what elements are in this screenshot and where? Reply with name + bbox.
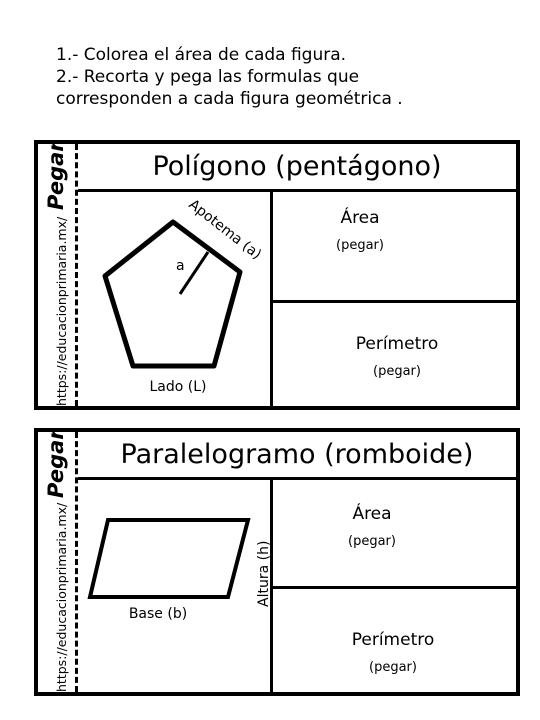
source-url: https://educacionprimaria.mx/ [54, 502, 69, 692]
area-label: Área [340, 208, 380, 228]
area-cell [322, 504, 422, 549]
perimeter-cell [338, 630, 448, 675]
pegar-label: Pegar [44, 429, 68, 498]
base-label: Base (b) [128, 606, 188, 622]
area-cell [310, 208, 410, 253]
parallelogram-shape [90, 520, 248, 597]
area-label: Área [352, 504, 392, 524]
perimeter-label: Perímetro [351, 630, 435, 650]
pentagon-card [34, 140, 520, 410]
paste-tab [38, 141, 78, 406]
instructions [56, 44, 403, 110]
pegar-label: Pegar [44, 141, 68, 210]
instruction-2: 2.- Recorta y pega las formulas que [56, 67, 360, 87]
apothem-label: Apotema (a) [185, 196, 265, 263]
pentagon-diagram [78, 192, 308, 406]
parallelogram-card [34, 428, 520, 696]
area-placeholder: (pegar) [336, 238, 384, 253]
parallelogram-diagram [78, 480, 308, 692]
perimeter-label: Perímetro [355, 334, 439, 354]
height-label: Altura (h) [256, 540, 272, 607]
paste-tab [38, 429, 78, 692]
source-url: https://educacionprimaria.mx/ [54, 216, 69, 406]
perimeter-cell [342, 334, 452, 379]
pentagon-shape [105, 222, 240, 366]
area-placeholder: (pegar) [348, 534, 396, 549]
instruction-3: corresponden a cada figura geométrica . [56, 89, 403, 109]
side-label: Lado (L) [149, 379, 207, 395]
perimeter-placeholder: (pegar) [373, 364, 421, 379]
card-title: Paralelogramo (romboide) [78, 432, 516, 480]
apothem-a-label: a [176, 258, 185, 274]
perimeter-placeholder: (pegar) [369, 660, 417, 675]
card-title: Polígono (pentágono) [78, 144, 516, 192]
instruction-1: 1.- Colorea el área de cada figura. [56, 45, 347, 65]
